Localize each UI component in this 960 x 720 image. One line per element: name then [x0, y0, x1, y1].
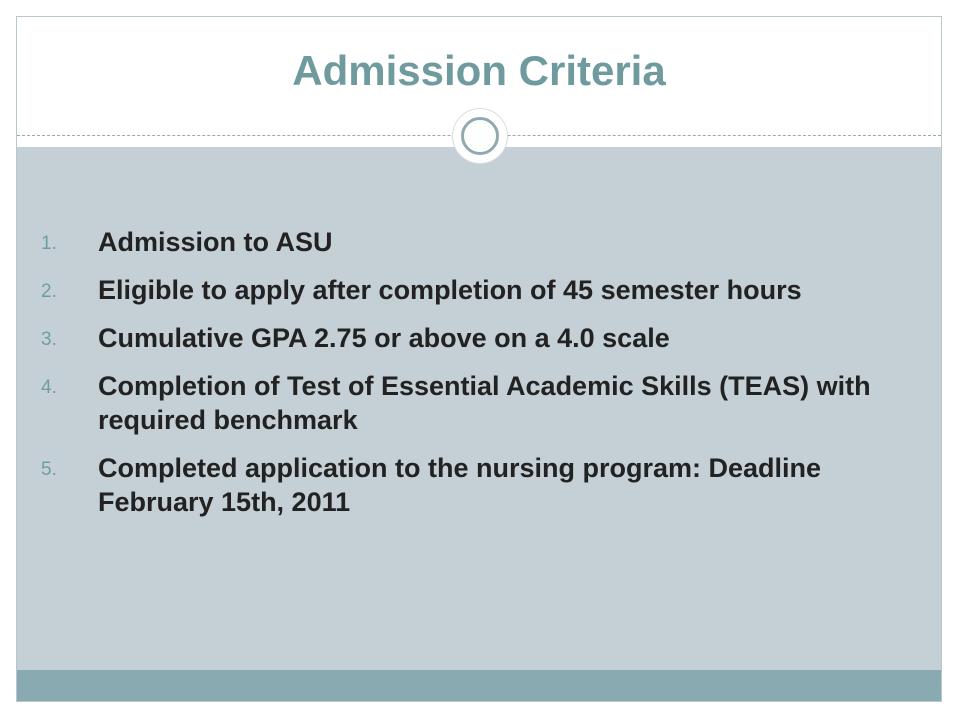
list-item [17, 451, 941, 519]
slide-title: Admission Criteria [292, 47, 666, 94]
ring-ornament-icon [453, 109, 507, 163]
item-text: Eligible to apply after completion of 45 semester hours [98, 275, 802, 305]
item-number: 2. [41, 281, 57, 302]
item-text: Admission to ASU [98, 227, 333, 257]
item-number: 1. [41, 233, 57, 254]
list-item [17, 321, 941, 355]
slide-frame [16, 16, 942, 702]
list-item [17, 369, 941, 437]
criteria-list [17, 225, 941, 533]
item-number: 5. [41, 459, 57, 480]
ring-inner [461, 117, 499, 155]
item-text: Cumulative GPA 2.75 or above on a 4.0 scale [98, 323, 670, 353]
item-number: 4. [41, 377, 57, 398]
list-item [17, 273, 941, 307]
item-text: Completion of Test of Essential Academic Skills (TEAS) with required benchmark [98, 371, 871, 435]
footer-band [17, 670, 941, 701]
item-text: Completed application to the nursing program: Deadline February 15th, 2011 [98, 453, 822, 517]
item-number: 3. [41, 329, 57, 350]
list-item [17, 225, 941, 259]
